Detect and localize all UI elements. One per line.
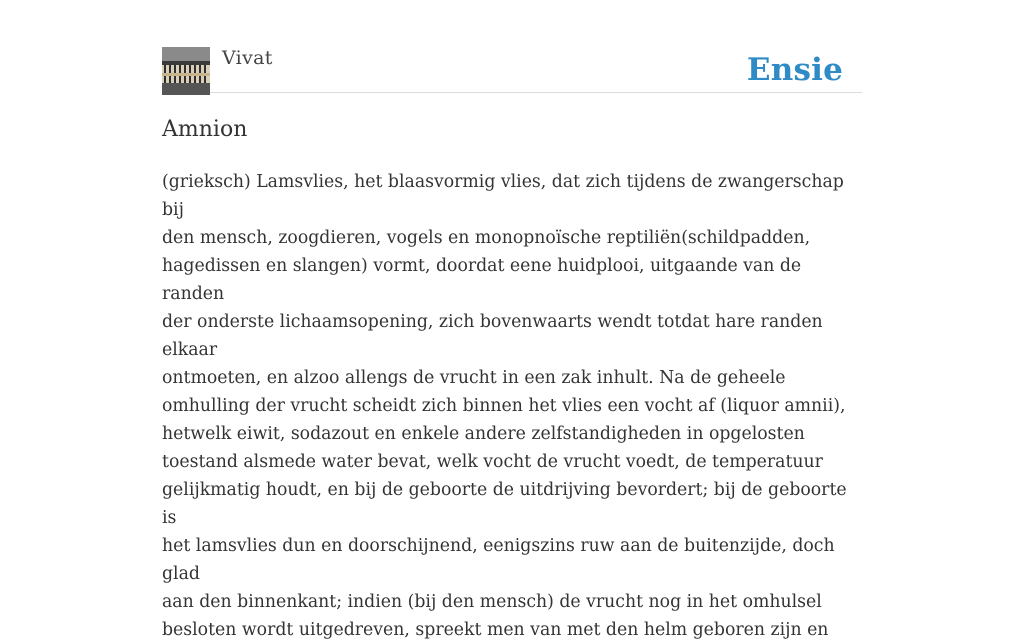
avatar-image (162, 47, 210, 95)
page-header (162, 46, 862, 93)
article-title: Amnion (162, 117, 248, 142)
site-logo[interactable]: Ensie (746, 52, 843, 88)
article-body: (grieksch) Lamsvlies, het blaasvormig vlies, dat zich tijdens de zwangerschap bij den mensch, zoogdieren, vogels en monopnoïsche reptiliën(schildpadden, hagedissen en slangen) vormt, doordat eene huidplooi, uitgaande van de randen der onderste lichaamsopening, zich bovenwaarts wendt totdat hare randen elkaar ontmoeten, en alzoo allengs de vrucht in een zak inhult. Na de geheele omhulling der vrucht scheidt zich binnen het vlies een vocht af (liquor amnii), hetwelk eiwit, sodazout en enkele andere zelfstandigheden in opgelosten toestand alsmede water bevat, welk vocht de vrucht voedt, de temperatuur gelijkmatig houdt, en bij de geboorte de uitdrijving bevordert; bij de geboorte is het lamsvlies dun en doorschijnend, eenigszins ruw aan de buitenzijde, doch glad aan den binnenkant; indien (bij den mensch) de vrucht nog in het omhulsel besloten wordt uitgedreven, spreekt men van met den helm geboren zijn en (162, 172, 847, 640)
author-avatar[interactable] (162, 47, 210, 95)
author-name[interactable]: Vivat (222, 47, 273, 69)
